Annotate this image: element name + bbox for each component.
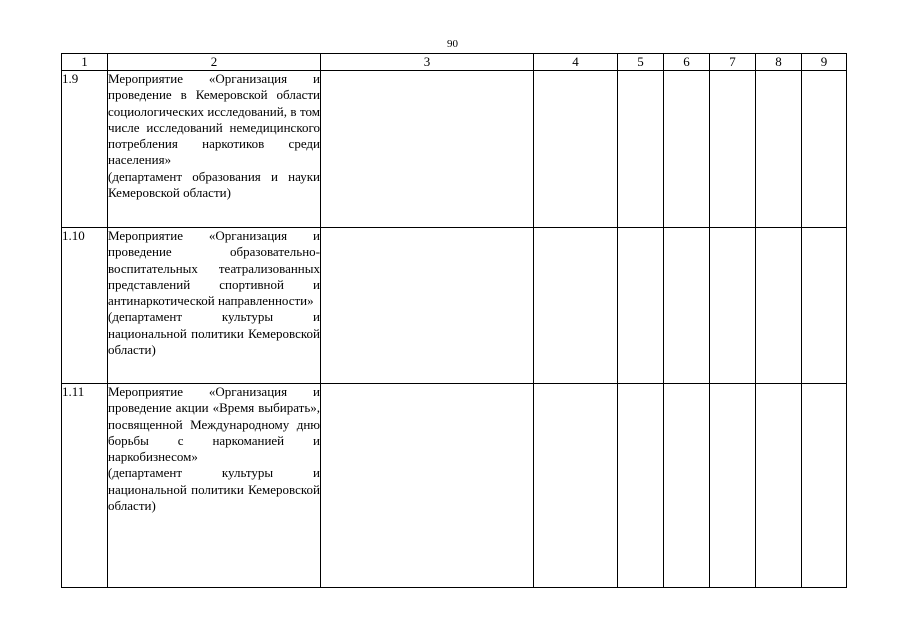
program-table: [61, 53, 847, 588]
column-header-9: 9: [802, 54, 847, 71]
cell-col-3: [321, 71, 534, 228]
cell-col-8: [756, 71, 802, 228]
column-header-1: 1: [62, 54, 108, 71]
cell-col-4: [534, 71, 618, 228]
table-row: [62, 228, 847, 384]
event-title: Мероприятие «Организация и проведение в Кемеровской области социологических исследований, в том числе исследований немедицинского потребления наркотиков среди населения»: [108, 71, 320, 168]
table-row: [62, 384, 847, 588]
column-header-8: 8: [756, 54, 802, 71]
cell-col-6: [664, 71, 710, 228]
event-title: Мероприятие «Организация и проведение акции «Время выбирать», посвященной Международному дню борьбы с наркоманией и наркобизнесом»: [108, 384, 320, 465]
cell-col-7: [710, 71, 756, 228]
cell-col-3: [321, 228, 534, 384]
row-description: [108, 71, 321, 228]
column-header-5: 5: [618, 54, 664, 71]
cell-col-9: [802, 384, 847, 588]
column-header-2: 2: [108, 54, 321, 71]
row-number: 1.11: [62, 384, 108, 588]
event-title: Мероприятие «Организация и проведение образовательно-воспитательных театрализованных представлений спортивной и антинаркотической направленности»: [108, 228, 320, 309]
cell-col-4: [534, 384, 618, 588]
cell-col-4: [534, 228, 618, 384]
row-description: [108, 384, 321, 588]
table-row: [62, 71, 847, 228]
responsible-department: (департамент образования и науки Кемеровской области): [108, 168, 320, 201]
cell-col-8: [756, 384, 802, 588]
row-number: 1.9: [62, 71, 108, 228]
cell-col-5: [618, 228, 664, 384]
column-header-6: 6: [664, 54, 710, 71]
cell-col-7: [710, 228, 756, 384]
cell-col-6: [664, 384, 710, 588]
cell-col-6: [664, 228, 710, 384]
cell-col-7: [710, 384, 756, 588]
cell-col-3: [321, 384, 534, 588]
header-row: [62, 54, 847, 71]
page-number: 90: [447, 38, 458, 50]
cell-col-8: [756, 228, 802, 384]
cell-col-5: [618, 71, 664, 228]
responsible-department: (департамент культуры и национальной политики Кемеровской области): [108, 309, 320, 358]
column-header-7: 7: [710, 54, 756, 71]
cell-col-9: [802, 228, 847, 384]
column-header-3: 3: [321, 54, 534, 71]
cell-col-9: [802, 71, 847, 228]
column-header-4: 4: [534, 54, 618, 71]
row-number: 1.10: [62, 228, 108, 384]
row-description: [108, 228, 321, 384]
cell-col-5: [618, 384, 664, 588]
responsible-department: (департамент культуры и национальной политики Кемеровской области): [108, 465, 320, 514]
